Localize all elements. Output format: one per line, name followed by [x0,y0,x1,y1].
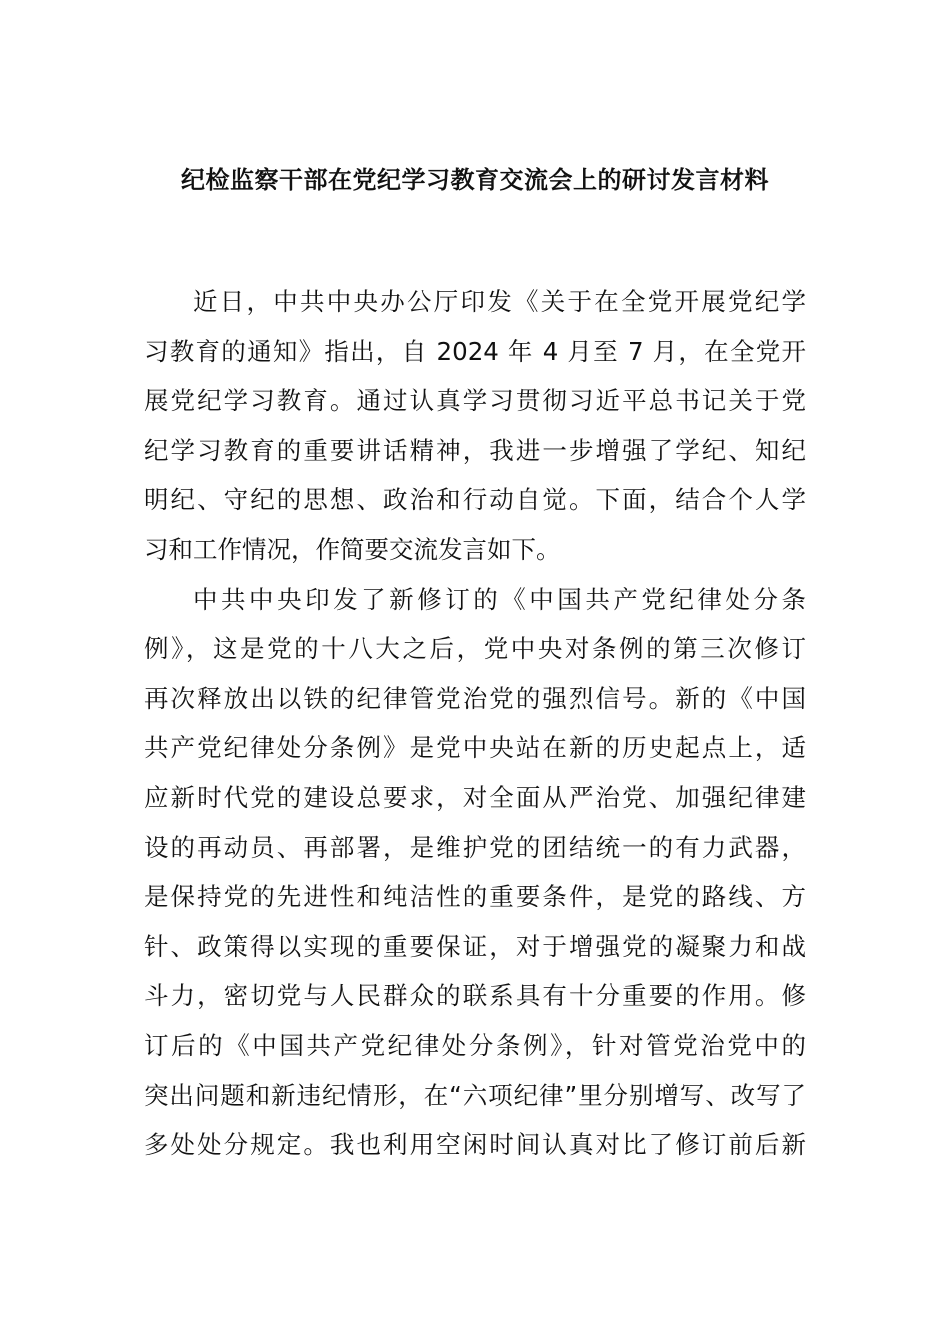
text-line: 习教育的通知》指出，自 2024 年 4 月至 7 月，在全党开 [144,336,806,366]
text-line: 近日，中共中央办公厅印发《关于在全党开展党纪学 [193,287,806,316]
document-title: 纪检监察干部在党纪学习教育交流会上的研讨发言材料 [181,166,769,194]
text-line: 设的再动员、再部署，是维护党的团结统一的有力武器， [144,832,806,862]
paragraph [144,277,806,575]
text-line: 习和工作情况，作简要交流发言如下。 [144,534,561,564]
text-line: 中共中央印发了新修订的《中国共产党纪律处分条 [193,584,806,614]
text-line: 突出问题和新违纪情形，在“六项纪律”里分别增写、改写了 [144,1080,806,1110]
document-body [144,277,806,1170]
text-line: 针、政策得以实现的重要保证，对于增强党的凝聚力和战 [144,931,806,961]
text-line: 共产党纪律处分条例》是党中央站在新的历史起点上，适 [144,733,806,763]
text-line: 再次释放出以铁的纪律管党治党的强烈信号。新的《中国 [144,683,806,713]
text-line: 例》，这是党的十八大之后，党中央对条例的第三次修订 [144,634,806,664]
text-line: 是保持党的先进性和纯洁性的重要条件，是党的路线、方 [144,882,806,912]
text-line: 多处处分规定。我也利用空闲时间认真对比了修订前后新 [144,1130,806,1160]
text-line: 斗力，密切党与人民群众的联系具有十分重要的作用。修 [144,981,806,1011]
text-line: 订后的《中国共产党纪律处分条例》，针对管党治党中的 [144,1030,806,1060]
text-line: 明纪、守纪的思想、政治和行动自觉。下面，结合个人学 [144,485,806,515]
text-line: 纪学习教育的重要讲话精神，我进一步增强了学纪、知纪 [144,435,806,465]
paragraph [144,575,806,1170]
text-line: 展党纪学习教育。通过认真学习贯彻习近平总书记关于党 [144,386,806,416]
text-line: 应新时代党的建设总要求，对全面从严治党、加强纪律建 [144,782,806,812]
